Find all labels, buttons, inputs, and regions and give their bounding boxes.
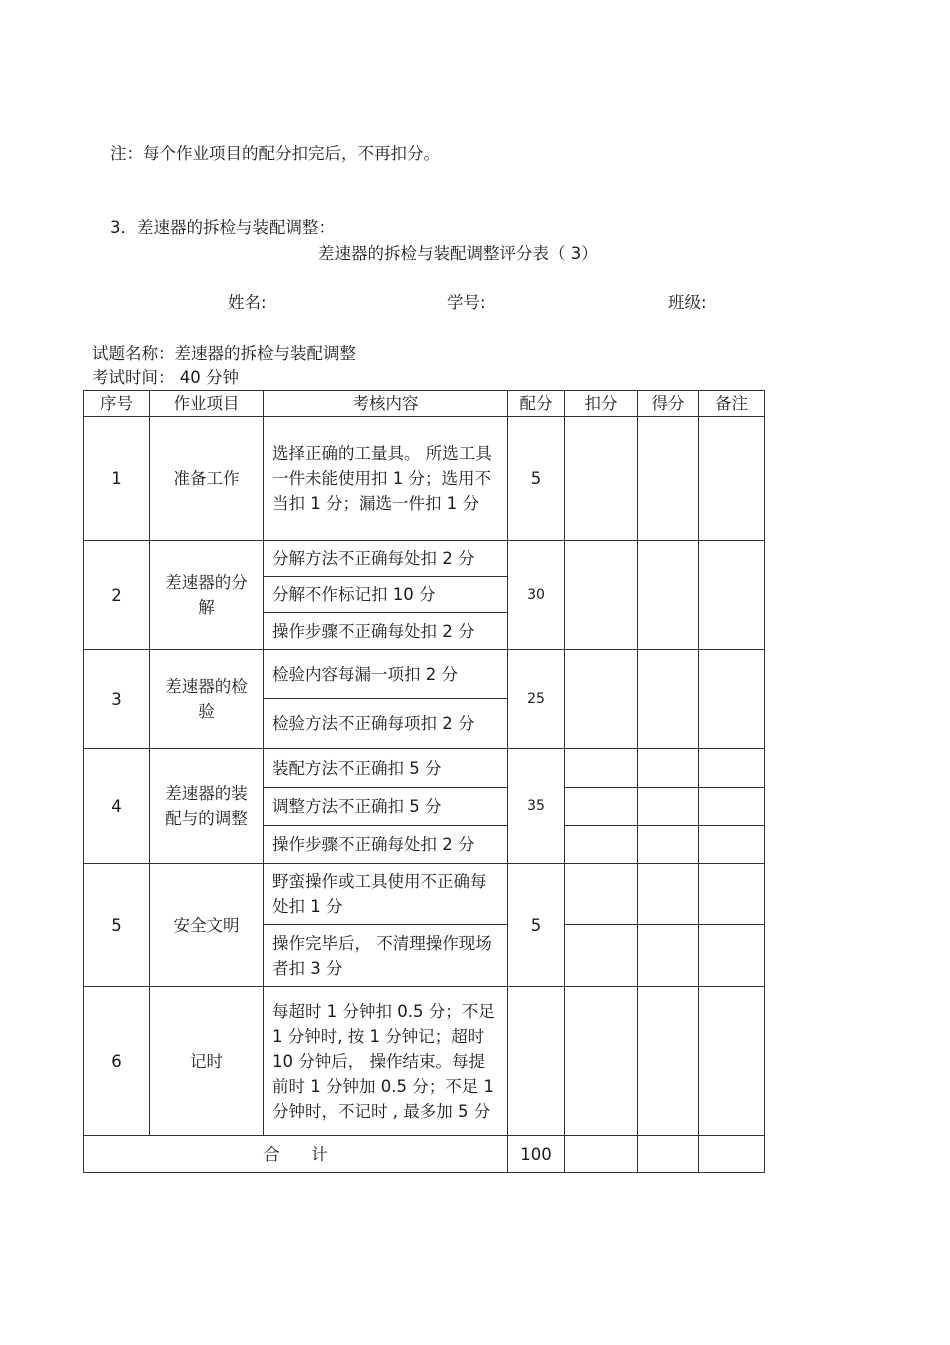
row-number: 2	[84, 541, 150, 650]
remark-cell	[699, 749, 765, 788]
criteria-cell: 每超时 1 分钟扣 0.5 分；不足 1 分钟时, 按 1 分钟记；超时 10 分钟后， 操作结束。每提前时 1 分钟加 0.5 分；不足 1 分钟时，不记时 , 最多加 5 分	[264, 987, 508, 1136]
task-name: 记时	[150, 987, 264, 1136]
table-row	[84, 650, 765, 699]
table-row	[84, 417, 765, 541]
max-score: 35	[508, 749, 565, 864]
score-table	[83, 390, 765, 1173]
criteria-cell: 调整方法不正确扣 5 分	[264, 788, 508, 826]
task-name: 准备工作	[150, 417, 264, 541]
criteria-cell: 分解不作标记扣 10 分	[264, 577, 508, 613]
exam-duration: 考试时间： 40 分钟	[92, 368, 239, 387]
section-heading: 3．差速器的拆检与装配调整：	[110, 218, 335, 237]
header-cell: 考核内容	[264, 391, 508, 417]
criteria-cell: 野蛮操作或工具使用不正确每处扣 1 分	[264, 864, 508, 925]
max-score: 30	[508, 541, 565, 650]
max-score: 5	[508, 417, 565, 541]
table-row	[84, 987, 765, 1136]
task-name: 安全文明	[150, 864, 264, 987]
earned-cell	[638, 650, 699, 749]
remark-cell	[699, 987, 765, 1136]
table-title: 差速器的拆检与装配调整评分表（ 3）	[318, 244, 598, 263]
header-cell: 作业项目	[150, 391, 264, 417]
remark-cell	[699, 925, 765, 987]
criteria-cell: 分解方法不正确每处扣 2 分	[264, 541, 508, 577]
criteria-cell: 检验内容每漏一项扣 2 分	[264, 650, 508, 699]
criteria-cell: 检验方法不正确每项扣 2 分	[264, 699, 508, 749]
row-number: 6	[84, 987, 150, 1136]
deduction-cell	[565, 1136, 638, 1173]
row-number: 4	[84, 749, 150, 864]
criteria-cell: 操作完毕后， 不清理操作现场者扣 3 分	[264, 925, 508, 987]
remark-cell	[699, 650, 765, 749]
name-label: 姓名:	[228, 293, 267, 312]
deduction-cell	[565, 864, 638, 925]
remark-cell	[699, 864, 765, 925]
earned-cell	[638, 987, 699, 1136]
criteria-cell: 选择正确的工量具。 所选工具一件未能使用扣 1 分；选用不当扣 1 分；漏选一件扣 1 分	[264, 417, 508, 541]
earned-cell	[638, 1136, 699, 1173]
remark-cell	[699, 1136, 765, 1173]
remark-cell	[699, 826, 765, 864]
total-row	[84, 1136, 765, 1173]
criteria-cell: 操作步骤不正确每处扣 2 分	[264, 826, 508, 864]
deduction-cell	[565, 788, 638, 826]
total-score: 100	[508, 1136, 565, 1173]
header-cell: 得分	[638, 391, 699, 417]
earned-cell	[638, 541, 699, 650]
deduction-cell	[565, 541, 638, 650]
max-score: 5	[508, 864, 565, 987]
earned-cell	[638, 749, 699, 788]
header-cell: 扣分	[565, 391, 638, 417]
remark-cell	[699, 541, 765, 650]
remark-cell	[699, 417, 765, 541]
remark-cell	[699, 788, 765, 826]
earned-cell	[638, 417, 699, 541]
deduction-cell	[565, 925, 638, 987]
row-number: 1	[84, 417, 150, 541]
exam-subject: 试题名称：差速器的拆检与装配调整	[92, 344, 356, 363]
deduction-cell	[565, 826, 638, 864]
row-number: 5	[84, 864, 150, 987]
class-label: 班级:	[668, 293, 707, 312]
max-score	[508, 987, 565, 1136]
earned-cell	[638, 925, 699, 987]
criteria-cell: 装配方法不正确扣 5 分	[264, 749, 508, 788]
deduction-cell	[565, 417, 638, 541]
header-cell: 配分	[508, 391, 565, 417]
earned-cell	[638, 864, 699, 925]
header-cell: 备注	[699, 391, 765, 417]
max-score: 25	[508, 650, 565, 749]
row-number: 3	[84, 650, 150, 749]
header-cell: 序号	[84, 391, 150, 417]
table-row	[84, 541, 765, 577]
note: 注：每个作业项目的配分扣完后，不再扣分。	[110, 144, 440, 163]
task-name: 差速器的装配与的调整	[150, 749, 264, 864]
earned-cell	[638, 826, 699, 864]
header-row	[84, 391, 765, 417]
total-label: 合 计	[84, 1136, 508, 1173]
table-row	[84, 749, 765, 788]
student-id-label: 学号:	[447, 293, 486, 312]
task-name: 差速器的检验	[150, 650, 264, 749]
criteria-cell: 操作步骤不正确每处扣 2 分	[264, 613, 508, 650]
deduction-cell	[565, 987, 638, 1136]
table-row	[84, 864, 765, 925]
earned-cell	[638, 788, 699, 826]
task-name: 差速器的分解	[150, 541, 264, 650]
deduction-cell	[565, 650, 638, 749]
deduction-cell	[565, 749, 638, 788]
